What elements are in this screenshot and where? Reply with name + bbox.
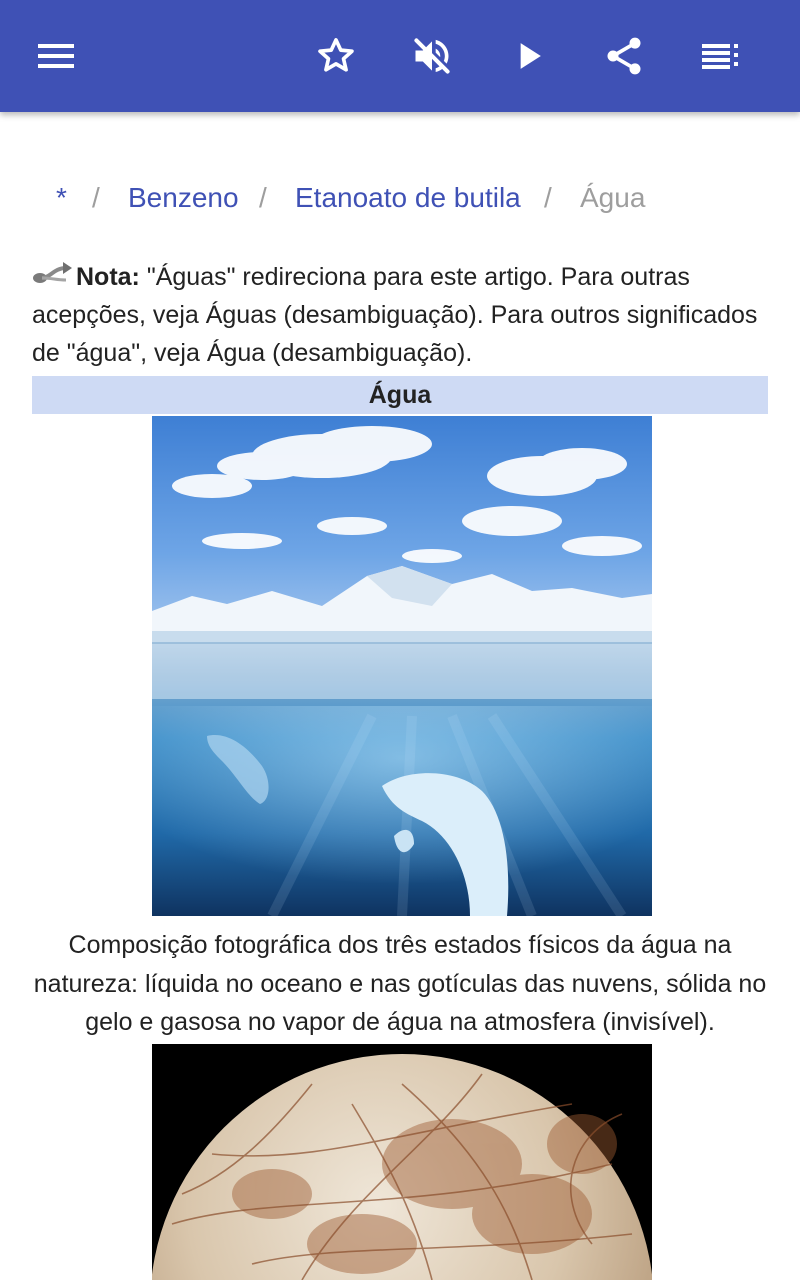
play-icon: [506, 34, 550, 78]
breadcrumb-separator: /: [92, 182, 100, 213]
bookmark-button[interactable]: [308, 28, 364, 84]
breadcrumb-item-benzeno[interactable]: Benzeno: [128, 182, 239, 213]
redirect-arrow-icon: [32, 259, 74, 287]
europa-photo: [152, 1044, 652, 1280]
volume-off-icon: [410, 34, 454, 78]
breadcrumb-item-etanoato[interactable]: Etanoato de butila: [295, 182, 521, 213]
note-text: "Águas" redireciona para este artigo. Para outras acepções, veja Águas (desambiguação). Para outros significados de "água", veja Água (desambiguação).: [32, 263, 758, 367]
menu-button[interactable]: [28, 28, 84, 84]
breadcrumb-item-home[interactable]: *: [56, 182, 67, 213]
mute-button[interactable]: [404, 28, 460, 84]
star-outline-icon: [314, 34, 358, 78]
breadcrumb-separator: /: [259, 182, 267, 213]
contents-button[interactable]: [692, 28, 748, 84]
infobox-caption: Composição fotográfica dos três estados físicos da água na natureza: líquida no oceano e nas gotículas das nuvens, sólida no gelo e gasosa no vapor de água na atmosfera (invisível).: [33, 931, 767, 1036]
menu-icon: [36, 36, 76, 76]
breadcrumb: [0, 178, 800, 218]
breadcrumb-item-current: Água: [580, 182, 646, 213]
share-icon: [602, 34, 646, 78]
breadcrumb-separator: /: [544, 182, 552, 213]
water-states-photo: [152, 416, 652, 916]
play-button[interactable]: [500, 28, 556, 84]
disambiguation-note: [32, 258, 768, 372]
infobox-title: Água: [32, 376, 768, 414]
playlist-icon: [700, 36, 740, 76]
note-label: Nota:: [76, 263, 140, 291]
share-button[interactable]: [596, 28, 652, 84]
app-toolbar: [0, 0, 800, 112]
